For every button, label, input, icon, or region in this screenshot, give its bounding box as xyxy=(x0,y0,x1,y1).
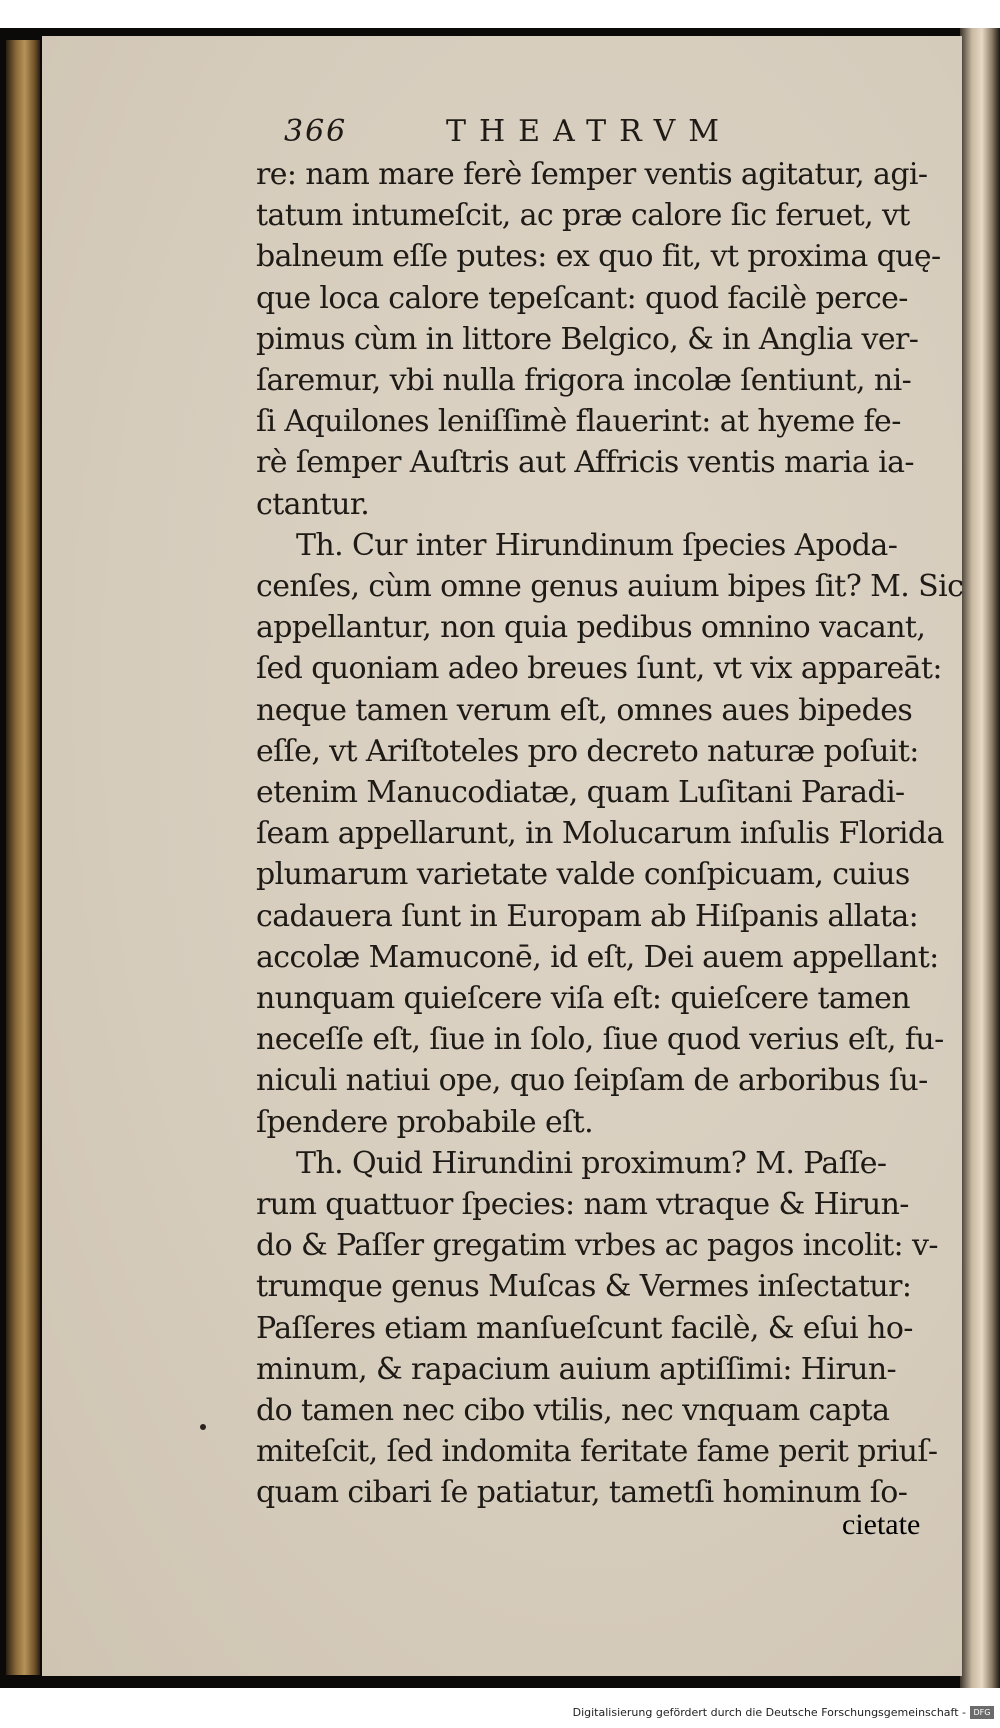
page-text-block xyxy=(266,100,966,148)
text-line: ctantur. xyxy=(256,487,370,522)
text-line: Paſſeres etiam manſueſcunt facilè, & eſui ho- xyxy=(256,1311,913,1346)
text-line: ſi Aquilones leniſſimè flauerint: at hyeme fe- xyxy=(256,404,901,439)
text-line: ſed quoniam adeo breues ſunt, vt vix appareāt: xyxy=(256,651,942,686)
text-line: do & Paſſer gregatim vrbes ac pagos incolit: v- xyxy=(256,1228,938,1263)
text-line: cadauera ſunt in Europam ab Hiſpanis allata: xyxy=(256,899,919,934)
text-line: niculi natiui ope, quo ſeipſam de arboribus ſu- xyxy=(256,1063,928,1098)
text-line: tatum intumeſcit, ac præ calore ſic feruet, vt xyxy=(256,198,910,233)
text-line: neceſſe eſt, ſiue in ſolo, ſiue quod verius eſt, fu- xyxy=(256,1022,944,1057)
footer-bar xyxy=(0,1694,1000,1728)
text-line: plumarum varietate valde conſpicuam, cuius xyxy=(256,857,910,892)
text-line: trumque genus Muſcas & Vermes inſectatur: xyxy=(256,1269,912,1304)
text-line: ſeam appellarunt, in Molucarum inſulis Florida xyxy=(256,816,944,851)
stray-ink-mark xyxy=(200,1424,206,1430)
text-line: ſaremur, vbi nulla frigora incolæ ſentiunt, ni- xyxy=(256,363,912,398)
book-binding-edge xyxy=(6,40,40,1675)
running-title: THEATRVM xyxy=(446,114,733,149)
text-line: neque tamen verum eſt, omnes aues bipedes xyxy=(256,693,913,728)
page-header xyxy=(266,100,966,148)
text-line: etenim Manucodiatæ, quam Luſitani Paradi- xyxy=(256,775,905,810)
text-line: quam cibari ſe patiatur, tametſi hominum ſo- xyxy=(256,1475,908,1510)
dfg-logo: DFG xyxy=(970,1706,994,1719)
text-line: balneum eſſe putes: ex quo fit, vt proxima quę- xyxy=(256,239,941,274)
text-line: do tamen nec cibo vtilis, nec vnquam capta xyxy=(256,1393,890,1428)
text-line: ſpendere probabile eſt. xyxy=(256,1105,594,1140)
text-line: cenſes, cùm omne genus auium bipes ſit? M. Sic xyxy=(256,569,964,604)
text-line: minum, & rapacium auium aptiſſimi: Hirun- xyxy=(256,1352,897,1387)
text-line: Th. Cur inter Hirundinum ſpecies Apoda- xyxy=(296,528,898,563)
text-line: eſſe, vt Ariſtoteles pro decreto naturæ poſuit: xyxy=(256,734,919,769)
text-line: que loca calore tepeſcant: quod facilè perce- xyxy=(256,281,908,316)
digitization-credit: Digitalisierung gefördert durch die Deutsche Forschungsgemeinschaft - xyxy=(572,1706,966,1719)
text-line: pimus cùm in littore Belgico, & in Anglia ver- xyxy=(256,322,919,357)
catchword: cietate xyxy=(842,1508,921,1541)
page-stack-edge xyxy=(960,28,1000,1688)
text-line: re: nam mare ferè ſemper ventis agitatur, agi- xyxy=(256,157,928,192)
text-line: miteſcit, ſed indomita feritate fame perit priuſ- xyxy=(256,1434,938,1469)
text-line: rum quattuor ſpecies: nam vtraque & Hirun- xyxy=(256,1187,909,1222)
page-number: 366 xyxy=(284,114,348,149)
text-line: rè ſemper Auſtris aut Affricis ventis maria ia- xyxy=(256,445,914,480)
text-line: accolæ Mamuconē, id eſt, Dei auem appellant: xyxy=(256,940,939,975)
text-line: appellantur, non quia pedibus omnino vacant, xyxy=(256,610,926,645)
text-line: Th. Quid Hirundini proximum? M. Paſſe- xyxy=(296,1146,887,1181)
text-line: nunquam quieſcere viſa eſt: quieſcere tamen xyxy=(256,981,910,1016)
